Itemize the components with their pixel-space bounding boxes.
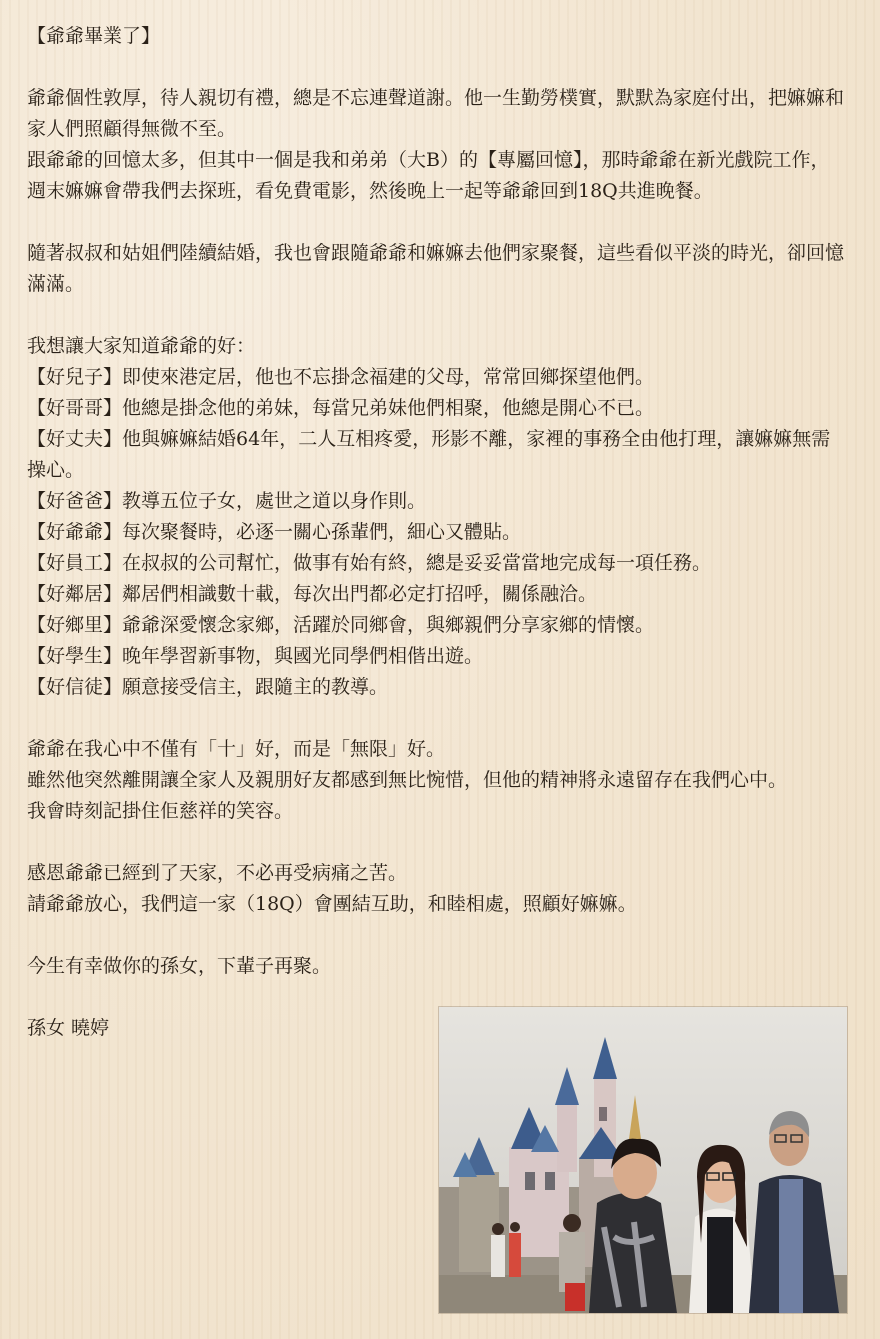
virtue-tag: 【好哥哥】 — [27, 397, 123, 419]
signature: 孫女 曉婷 — [27, 1017, 110, 1039]
virtue-tag: 【好信徒】 — [27, 676, 123, 698]
virtue-tag: 【好丈夫】 — [27, 428, 123, 450]
virtue-text: 願意接受信主，跟隨主的教導。 — [122, 676, 389, 698]
virtue-item-father — [27, 486, 847, 517]
paragraph-gap — [27, 827, 847, 858]
virtues-intro: 我想讓大家知道爺爺的好： — [27, 335, 256, 357]
virtue-text: 每次聚餐時，必逐一關心孫輩們，細心又體貼。 — [122, 521, 522, 543]
virtue-text: 晚年學習新事物，與國光同學們相偕出遊。 — [122, 645, 484, 667]
virtue-tag: 【好爺爺】 — [27, 521, 123, 543]
virtue-tag: 【好兒子】 — [27, 366, 123, 388]
virtue-text: 在叔叔的公司幫忙，做事有始有終，總是妥妥當當地完成每一項任務。 — [122, 552, 712, 574]
virtue-tag: 【好爸爸】 — [27, 490, 123, 512]
paragraph-gap — [27, 300, 847, 331]
virtue-tag: 【好學生】 — [27, 645, 123, 667]
letter-body — [27, 21, 847, 1044]
virtue-tag: 【好員工】 — [27, 552, 123, 574]
virtues-list — [27, 362, 847, 703]
paragraph-gap — [27, 703, 847, 734]
virtue-item-grandfather — [27, 517, 847, 548]
virtue-text: 鄰居們相識數十載，每次出門都必定打招呼，關係融洽。 — [122, 583, 598, 605]
paragraph-family-gatherings: 隨著叔叔和姑姐們陸續結婚，我也會跟隨爺爺和嫲嫲去他們家聚餐，這些看似平淡的時光，卻回憶滿滿。 — [27, 242, 845, 295]
virtue-text: 即使來港定居，他也不忘掛念福建的父母，常常回鄉探望他們。 — [122, 366, 655, 388]
virtue-item-believer — [27, 672, 847, 703]
paragraph-gap — [27, 207, 847, 238]
family-photo — [439, 1007, 847, 1313]
letter-title: 【爺爺畢業了】 — [27, 25, 161, 47]
virtue-tag: 【好鄰居】 — [27, 583, 123, 605]
paragraph-promise: 請爺爺放心，我們這一家（18Q）會團結互助，和睦相處，照顧好嫲嫲。 — [27, 893, 637, 915]
family-photo-illustration — [439, 1007, 847, 1313]
virtue-item-husband — [27, 424, 847, 486]
paragraph-infinite-good: 爺爺在我心中不僅有「十」好，而是「無限」好。 — [27, 738, 446, 760]
virtue-item-brother — [27, 393, 847, 424]
paragraph-sorrow: 雖然他突然離開讓全家人及親朋好友都感到無比惋惜，但他的精神將永遠留存在我們心中。 — [27, 769, 788, 791]
paragraph-character: 爺爺個性敦厚，待人親切有禮，總是不忘連聲道謝。他一生勤勞樸實，默默為家庭付出，把嫲嫲和家人們照顧得無微不至。 — [27, 87, 845, 140]
virtue-item-son — [27, 362, 847, 393]
paragraph-gap — [27, 920, 847, 951]
virtue-item-neighbour — [27, 579, 847, 610]
virtue-text: 他總是掛念他的弟妹，每當兄弟妹他們相聚，他總是開心不已。 — [122, 397, 655, 419]
virtue-item-townsman — [27, 610, 847, 641]
virtue-item-employee — [27, 548, 847, 579]
paragraph-heaven: 感恩爺爺已經到了天家，不必再受病痛之苦。 — [27, 862, 408, 884]
virtue-item-student — [27, 641, 847, 672]
paragraph-smile: 我會時刻記掛住佢慈祥的笑容。 — [27, 800, 294, 822]
virtue-text: 他與嫲嫲結婚64年，二人互相疼愛，形影不離，家裡的事務全由他打理，讓嫲嫲無需操心。 — [27, 428, 831, 481]
paragraph-gap — [27, 52, 847, 83]
virtue-tag: 【好鄉里】 — [27, 614, 123, 636]
virtue-text: 教導五位子女，處世之道以身作則。 — [122, 490, 427, 512]
virtue-text: 爺爺深愛懷念家鄉，活躍於同鄉會，與鄉親們分享家鄉的情懷。 — [122, 614, 655, 636]
paragraph-memory: 跟爺爺的回憶太多，但其中一個是我和弟弟（大B）的【專屬回憶】，那時爺爺在新光戲院工作，週末嫲嫲會帶我們去探班，看免費電影，然後晚上一起等爺爺回到18Q共進晚餐。 — [27, 149, 830, 202]
closing-line: 今生有幸做你的孫女，下輩子再聚。 — [27, 955, 332, 977]
